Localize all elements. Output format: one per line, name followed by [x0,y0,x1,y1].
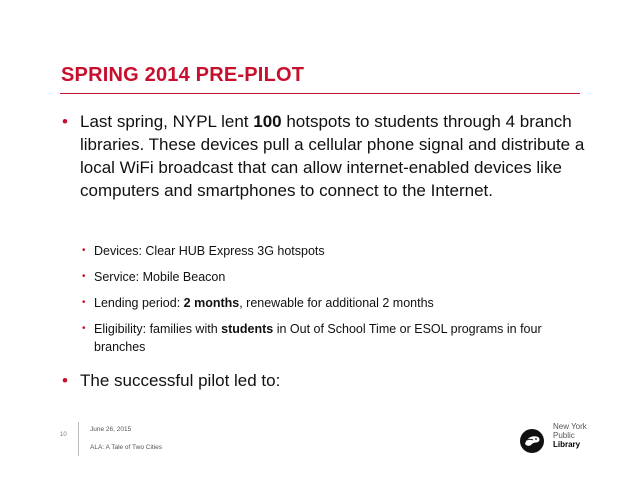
bullet-marker: • [82,245,86,256]
nypl-wordmark [553,422,587,449]
bold-segment: 2 months [183,296,240,310]
text-segment: in Out of School Time or ESOL programs in four branches [94,322,542,354]
sub-bullet-item [82,268,562,286]
sub-bullet-item [82,320,562,356]
main-bullet-text [80,110,585,202]
footer-divider [78,422,79,456]
sub-bullet-list [82,242,562,364]
text-segment: hotspots to students through 4 branch libraries. These devices pull a cellular phone signal and distribute a local WiFi broadcast that can allow internet-enabled devices like computers and smartphones to connect to the Internet. [80,112,585,200]
footer-date: June 26, 2015 [90,426,132,433]
text-segment: Service: Mobile Beacon [94,270,226,284]
bullet-marker: • [82,323,86,334]
sub-bullet-item [82,242,562,260]
bold-segment: 100 [253,112,282,131]
nypl-lion-logo-icon [519,428,545,454]
text-segment: Devices: Clear HUB Express 3G hotspots [94,244,325,258]
text-segment: Lending period: [94,296,184,310]
page-number: 10 [60,432,67,438]
bullet-marker: • [82,297,86,308]
logo-line: New York [553,422,587,431]
logo-line: Library [553,440,581,449]
bullet-marker: • [62,371,68,390]
footer-caption: ALA: A Tale of Two Cities [90,444,163,451]
bold-segment: students [221,322,274,336]
main-bullet-text: The successful pilot led to: [80,371,281,390]
text-segment: , renewable for additional 2 months [239,296,434,310]
bullet-marker: • [82,271,86,282]
text-segment: Eligibility: families with [94,322,222,336]
title-divider [60,93,580,94]
slide-title: SPRING 2014 PRE-PILOT [61,64,305,86]
logo-line: Public [553,431,575,440]
sub-bullet-item [82,294,562,312]
text-segment: Last spring, NYPL lent [80,112,254,131]
bullet-marker: • [62,112,68,131]
